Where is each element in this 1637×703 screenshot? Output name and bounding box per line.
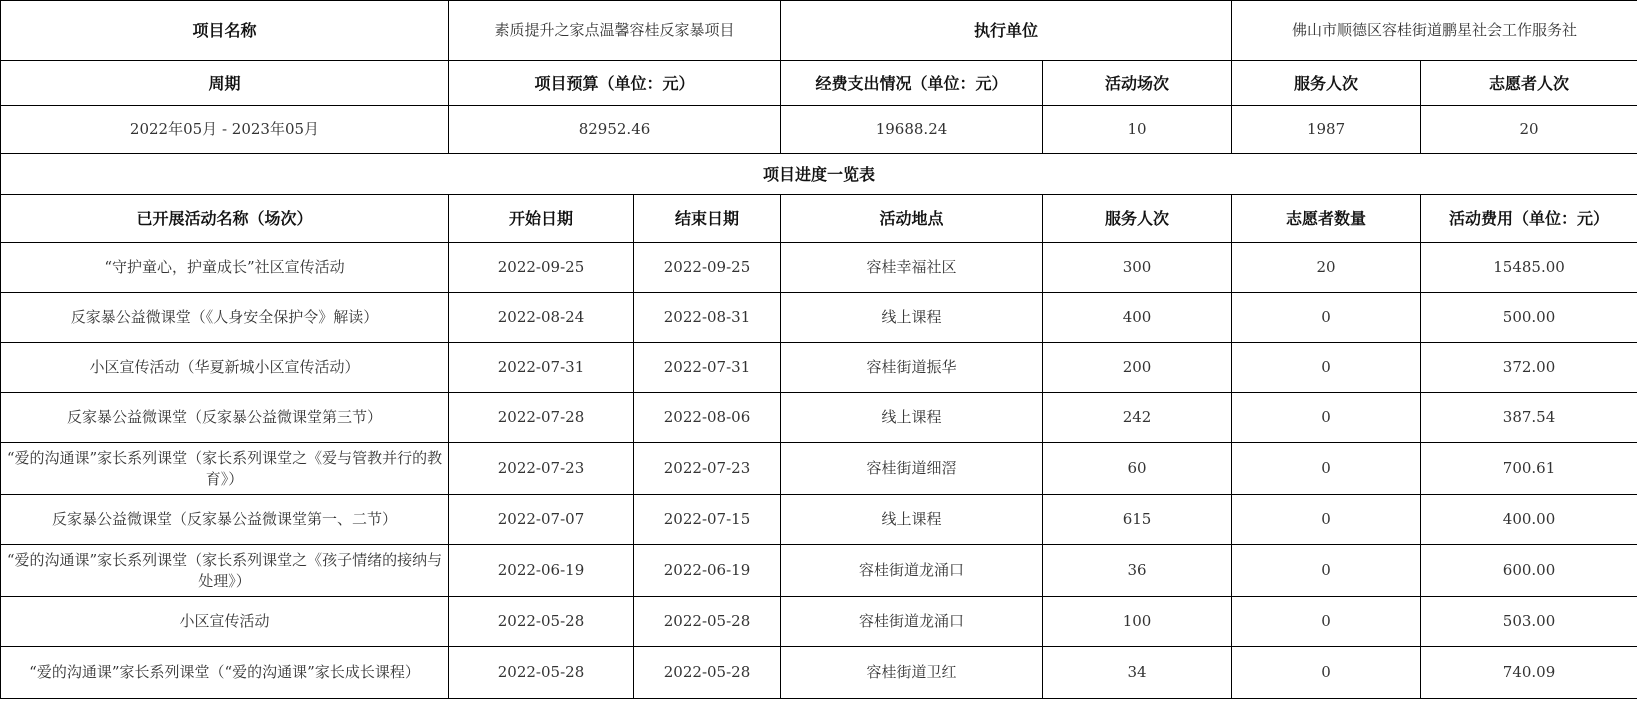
start-date: 2022-06-19: [449, 545, 634, 597]
start-date: 2022-07-23: [449, 443, 634, 495]
table-row: [1, 495, 1637, 545]
volunteer-count: 0: [1232, 545, 1421, 597]
activity-cost: 400.00: [1421, 495, 1637, 545]
volunteer-count: 0: [1232, 647, 1421, 699]
volunteer-count: 0: [1232, 343, 1421, 393]
served-value: 1987: [1232, 106, 1421, 154]
activity-name: “爱的沟通课”家长系列课堂（家长系列课堂之《爱与管教并行的教育》）: [1, 443, 449, 495]
activity-place: 容桂街道龙涌口: [781, 597, 1043, 647]
activity-place: 容桂街道龙涌口: [781, 545, 1043, 597]
volunteer-count: 20: [1232, 243, 1421, 293]
sessions-value: 10: [1043, 106, 1232, 154]
activity-name-header: 已开展活动名称（场次）: [1, 195, 449, 243]
activity-served: 100: [1043, 597, 1232, 647]
executing-unit-label: 执行单位: [781, 1, 1232, 61]
sessions-header: 活动场次: [1043, 61, 1232, 106]
expense-header: 经费支出情况（单位：元）: [781, 61, 1043, 106]
table-row: [1, 343, 1637, 393]
activity-place: 线上课程: [781, 495, 1043, 545]
budget-value: 82952.46: [449, 106, 781, 154]
activity-name: 反家暴公益微课堂（反家暴公益微课堂第三节）: [1, 393, 449, 443]
activity-cost: 740.09: [1421, 647, 1637, 699]
activity-name: 反家暴公益微课堂（《人身安全保护令》解读）: [1, 293, 449, 343]
activity-cost: 503.00: [1421, 597, 1637, 647]
volunteers-value: 20: [1421, 106, 1637, 154]
table-row: [1, 293, 1637, 343]
table-row: [1, 393, 1637, 443]
project-info-row: [1, 1, 1637, 61]
activity-served: 200: [1043, 343, 1232, 393]
volunteer-count-header: 志愿者数量: [1232, 195, 1421, 243]
end-date: 2022-09-25: [634, 243, 781, 293]
progress-caption: 项目进度一览表: [1, 154, 1637, 195]
activity-cost: 372.00: [1421, 343, 1637, 393]
activity-cost: 700.61: [1421, 443, 1637, 495]
table-row: [1, 597, 1637, 647]
end-date: 2022-07-15: [634, 495, 781, 545]
summary-value-row: [1, 106, 1637, 154]
period-header: 周期: [1, 61, 449, 106]
activity-cost-header: 活动费用（单位：元）: [1421, 195, 1637, 243]
activity-place: 线上课程: [781, 393, 1043, 443]
volunteer-count: 0: [1232, 597, 1421, 647]
end-date: 2022-05-28: [634, 597, 781, 647]
progress-caption-row: [1, 154, 1637, 195]
start-date: 2022-08-24: [449, 293, 634, 343]
start-date: 2022-07-28: [449, 393, 634, 443]
activity-header-row: [1, 195, 1637, 243]
activity-served: 300: [1043, 243, 1232, 293]
end-date: 2022-05-28: [634, 647, 781, 699]
activity-name: 反家暴公益微课堂（反家暴公益微课堂第一、二节）: [1, 495, 449, 545]
start-date: 2022-05-28: [449, 647, 634, 699]
activity-served: 34: [1043, 647, 1232, 699]
summary-header-row: [1, 61, 1637, 106]
start-date: 2022-09-25: [449, 243, 634, 293]
activity-served: 615: [1043, 495, 1232, 545]
executing-unit-value: 佛山市顺德区容桂街道鹏星社会工作服务社: [1232, 1, 1637, 61]
activity-place: 容桂幸福社区: [781, 243, 1043, 293]
volunteer-count: 0: [1232, 293, 1421, 343]
activity-place: 容桂街道振华: [781, 343, 1043, 393]
expense-value: 19688.24: [781, 106, 1043, 154]
activity-name: 小区宣传活动: [1, 597, 449, 647]
activity-served: 36: [1043, 545, 1232, 597]
table-row: [1, 243, 1637, 293]
volunteer-count: 0: [1232, 393, 1421, 443]
start-date-header: 开始日期: [449, 195, 634, 243]
volunteer-count: 0: [1232, 495, 1421, 545]
activity-name: “爱的沟通课”家长系列课堂（“爱的沟通课”家长成长课程）: [1, 647, 449, 699]
activity-place: 线上课程: [781, 293, 1043, 343]
project-name-value: 素质提升之家点温馨容桂反家暴项目: [449, 1, 781, 61]
start-date: 2022-05-28: [449, 597, 634, 647]
start-date: 2022-07-31: [449, 343, 634, 393]
end-date: 2022-07-31: [634, 343, 781, 393]
project-name-label: 项目名称: [1, 1, 449, 61]
end-date-header: 结束日期: [634, 195, 781, 243]
activity-cost: 500.00: [1421, 293, 1637, 343]
activity-served: 400: [1043, 293, 1232, 343]
place-header: 活动地点: [781, 195, 1043, 243]
table-row: [1, 647, 1637, 699]
served-header: 服务人次: [1232, 61, 1421, 106]
end-date: 2022-07-23: [634, 443, 781, 495]
volunteer-count: 0: [1232, 443, 1421, 495]
activity-place: 容桂街道细滘: [781, 443, 1043, 495]
activity-cost: 387.54: [1421, 393, 1637, 443]
table-row: [1, 545, 1637, 597]
activity-place: 容桂街道卫红: [781, 647, 1043, 699]
activity-cost: 600.00: [1421, 545, 1637, 597]
end-date: 2022-08-31: [634, 293, 781, 343]
activity-served: 60: [1043, 443, 1232, 495]
period-value: 2022年05月 - 2023年05月: [1, 106, 449, 154]
volunteers-header: 志愿者人次: [1421, 61, 1637, 106]
activity-served-header: 服务人次: [1043, 195, 1232, 243]
activity-name: “爱的沟通课”家长系列课堂（家长系列课堂之《孩子情绪的接纳与处理》）: [1, 545, 449, 597]
activity-name: 小区宣传活动（华夏新城小区宣传活动）: [1, 343, 449, 393]
table-row: [1, 443, 1637, 495]
start-date: 2022-07-07: [449, 495, 634, 545]
end-date: 2022-08-06: [634, 393, 781, 443]
activity-cost: 15485.00: [1421, 243, 1637, 293]
activity-name: “守护童心，护童成长”社区宣传活动: [1, 243, 449, 293]
activity-served: 242: [1043, 393, 1232, 443]
budget-header: 项目预算（单位：元）: [449, 61, 781, 106]
end-date: 2022-06-19: [634, 545, 781, 597]
